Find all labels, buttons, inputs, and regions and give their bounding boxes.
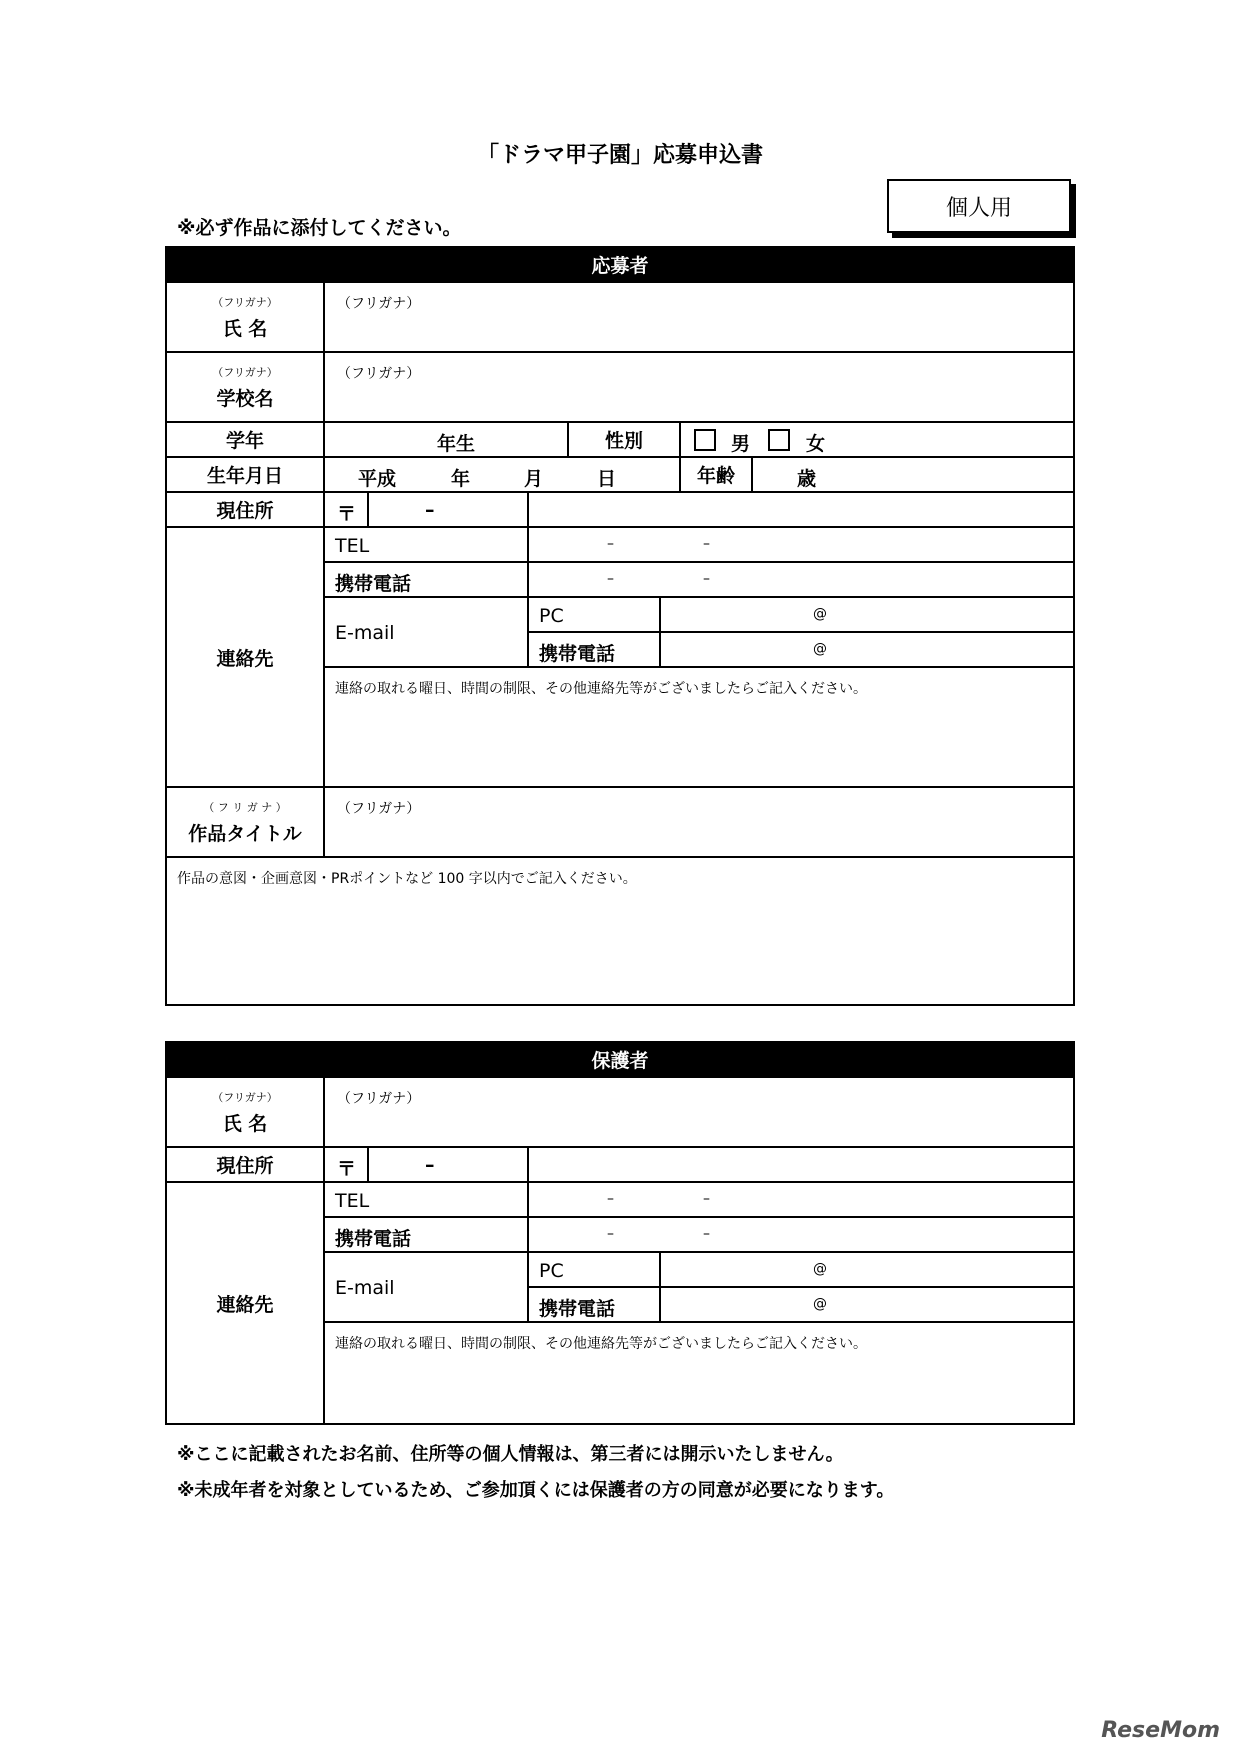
guardian-name-label: 氏 名 bbox=[222, 1112, 268, 1135]
postal-code-field[interactable] bbox=[367, 491, 529, 528]
age-label: 年齢 bbox=[696, 465, 735, 487]
male-checkbox[interactable] bbox=[694, 429, 716, 451]
applicant-name-label-cell bbox=[165, 281, 325, 353]
mobile-email-label: 携帯電話 bbox=[539, 643, 616, 665]
pc-at-sign: @ bbox=[813, 606, 827, 622]
guardian-mobile-email-label: 携帯電話 bbox=[539, 1298, 616, 1320]
guardian-name-field[interactable] bbox=[323, 1076, 1075, 1148]
guardian-furigana-caption: （フリガナ） bbox=[212, 1090, 278, 1104]
gender-label-cell bbox=[567, 421, 681, 458]
work-title-label: 作品タイトル bbox=[188, 822, 302, 845]
resemom-logo: ReseMom bbox=[1101, 1718, 1220, 1743]
mobile-email-label-cell bbox=[527, 631, 661, 668]
badge-label: 個人用 bbox=[887, 179, 1071, 233]
pc-label: PC bbox=[539, 605, 564, 627]
school-label-cell bbox=[165, 351, 325, 423]
guardian-email-label: E-mail bbox=[335, 1277, 395, 1299]
mobile-dash-2: – bbox=[703, 571, 710, 587]
postal-mark-cell bbox=[323, 491, 369, 528]
work-title-field[interactable] bbox=[323, 786, 1075, 858]
address-label-cell bbox=[165, 491, 325, 528]
tel-label-cell bbox=[323, 526, 529, 563]
postal-mark: 〒 bbox=[337, 503, 357, 525]
guardian-tel-field[interactable] bbox=[527, 1181, 1075, 1218]
year-label: 年 bbox=[451, 468, 471, 490]
pc-label-cell bbox=[527, 596, 661, 633]
guardian-email-label-cell bbox=[323, 1251, 529, 1323]
guardian-mobile-dash-1: – bbox=[607, 1226, 614, 1242]
birth-label-cell bbox=[165, 456, 325, 493]
mobile-label-cell bbox=[323, 561, 529, 598]
guardian-tel-label-cell bbox=[323, 1181, 529, 1218]
guardian-tel-dash-1: – bbox=[607, 1191, 614, 1207]
guardian-pc-label-cell bbox=[527, 1251, 661, 1288]
guardian-header: 保護者 bbox=[165, 1041, 1075, 1077]
name-furigana-caption: （フリガナ） bbox=[212, 295, 278, 309]
contact-label-cell bbox=[165, 526, 325, 788]
month-label: 月 bbox=[524, 468, 544, 490]
school-furigana-caption: （フリガナ） bbox=[212, 365, 278, 379]
work-intent-field[interactable] bbox=[165, 856, 1075, 1006]
mobile-label: 携帯電話 bbox=[335, 573, 412, 595]
guardian-tel-dash-2: – bbox=[703, 1191, 710, 1207]
guardian-contact-note: 連絡の取れる曜日、時間の制限、その他連絡先等がございましたらご記入ください。 bbox=[335, 1336, 867, 1352]
mobile-dash-1: – bbox=[607, 571, 614, 587]
guardian-mobile-field[interactable] bbox=[527, 1216, 1075, 1253]
contact-note-field[interactable] bbox=[323, 666, 1075, 788]
guardian-mobile-email-label-cell bbox=[527, 1286, 661, 1323]
mobile-email-field[interactable] bbox=[659, 631, 1075, 668]
guardian-address-label-cell bbox=[165, 1146, 325, 1183]
contact-label: 連絡先 bbox=[216, 647, 274, 670]
guardian-pc-label: PC bbox=[539, 1260, 564, 1282]
guardian-mobile-dash-2: – bbox=[703, 1226, 710, 1242]
guardian-name-label-cell bbox=[165, 1076, 325, 1148]
guardian-pc-at-sign: @ bbox=[813, 1261, 827, 1277]
postal-dash: – bbox=[425, 499, 435, 521]
age-label-cell bbox=[679, 456, 753, 493]
grade-label-cell bbox=[165, 421, 325, 458]
privacy-note: ※ここに記載されたお名前、住所等の個人情報は、第三者には開示いたしません。 bbox=[177, 1444, 844, 1465]
name-label: 氏 名 bbox=[222, 317, 268, 340]
female-checkbox[interactable] bbox=[768, 429, 790, 451]
female-label: 女 bbox=[806, 433, 826, 455]
guardian-pc-email-field[interactable] bbox=[659, 1251, 1075, 1288]
guardian-mobile-email-field[interactable] bbox=[659, 1286, 1075, 1323]
guardian-tel-label: TEL bbox=[335, 1190, 370, 1212]
mobile-field[interactable] bbox=[527, 561, 1075, 598]
guardian-contact-label-cell bbox=[165, 1181, 325, 1425]
title-furigana-hint: （フリガナ） bbox=[337, 801, 421, 817]
gender-field bbox=[679, 421, 1075, 458]
applicant-header: 応募者 bbox=[165, 246, 1075, 282]
guardian-postal-code-field[interactable] bbox=[367, 1146, 529, 1183]
form-title: 「ドラマ甲子園」応募申込書 bbox=[476, 143, 763, 168]
guardian-contact-label: 連絡先 bbox=[216, 1293, 274, 1316]
guardian-mobile-label: 携帯電話 bbox=[335, 1228, 412, 1250]
tel-dash-1: – bbox=[607, 536, 614, 552]
day-label: 日 bbox=[597, 468, 617, 490]
birth-field[interactable] bbox=[323, 456, 681, 493]
school-field[interactable] bbox=[323, 351, 1075, 423]
work-intent-note: 作品の意図・企画意図・PRポイントなど 100 字以内でご記入ください。 bbox=[177, 871, 637, 887]
guardian-postal-mark-cell bbox=[323, 1146, 369, 1183]
work-title-label-cell bbox=[165, 786, 325, 858]
birth-label: 生年月日 bbox=[206, 465, 283, 487]
guardian-mobile-label-cell bbox=[323, 1216, 529, 1253]
grade-label: 学年 bbox=[225, 430, 264, 452]
age-unit: 歳 bbox=[797, 468, 817, 490]
guardian-contact-note-field[interactable] bbox=[323, 1321, 1075, 1425]
contact-note: 連絡の取れる曜日、時間の制限、その他連絡先等がございましたらご記入ください。 bbox=[335, 681, 867, 697]
grade-field[interactable] bbox=[323, 421, 569, 458]
email-label-cell bbox=[323, 596, 529, 668]
guardian-mobile-at-sign: @ bbox=[813, 1296, 827, 1312]
personal-use-badge bbox=[887, 179, 1076, 238]
age-field[interactable] bbox=[751, 456, 1075, 493]
male-label: 男 bbox=[731, 433, 751, 455]
tel-field[interactable] bbox=[527, 526, 1075, 563]
address-label: 現住所 bbox=[216, 500, 274, 522]
name-furigana-hint: （フリガナ） bbox=[337, 296, 421, 312]
era-label: 平成 bbox=[358, 468, 397, 490]
guardian-postal-mark: 〒 bbox=[337, 1158, 357, 1180]
tel-dash-2: – bbox=[703, 536, 710, 552]
title-furigana-caption: （ フ リ ガ ナ ） bbox=[203, 800, 287, 814]
school-furigana-hint: （フリガナ） bbox=[337, 366, 421, 382]
pc-email-field[interactable] bbox=[659, 596, 1075, 633]
applicant-name-field[interactable] bbox=[323, 281, 1075, 353]
guardian-postal-dash: – bbox=[425, 1154, 435, 1176]
gender-label: 性別 bbox=[604, 430, 643, 452]
consent-note: ※未成年者を対象としているため、ご参加頂くには保護者の方の同意が必要になります。 bbox=[177, 1480, 895, 1501]
address-field[interactable] bbox=[527, 491, 1075, 528]
tel-label: TEL bbox=[335, 535, 370, 557]
email-label: E-mail bbox=[335, 622, 395, 644]
grade-unit: 年生 bbox=[437, 433, 476, 455]
attach-note: ※必ず作品に添付してください。 bbox=[177, 217, 462, 239]
mobile-at-sign: @ bbox=[813, 641, 827, 657]
guardian-furigana-hint: （フリガナ） bbox=[337, 1091, 421, 1107]
school-label: 学校名 bbox=[216, 387, 274, 410]
guardian-address-field[interactable] bbox=[527, 1146, 1075, 1183]
guardian-address-label: 現住所 bbox=[216, 1155, 274, 1177]
